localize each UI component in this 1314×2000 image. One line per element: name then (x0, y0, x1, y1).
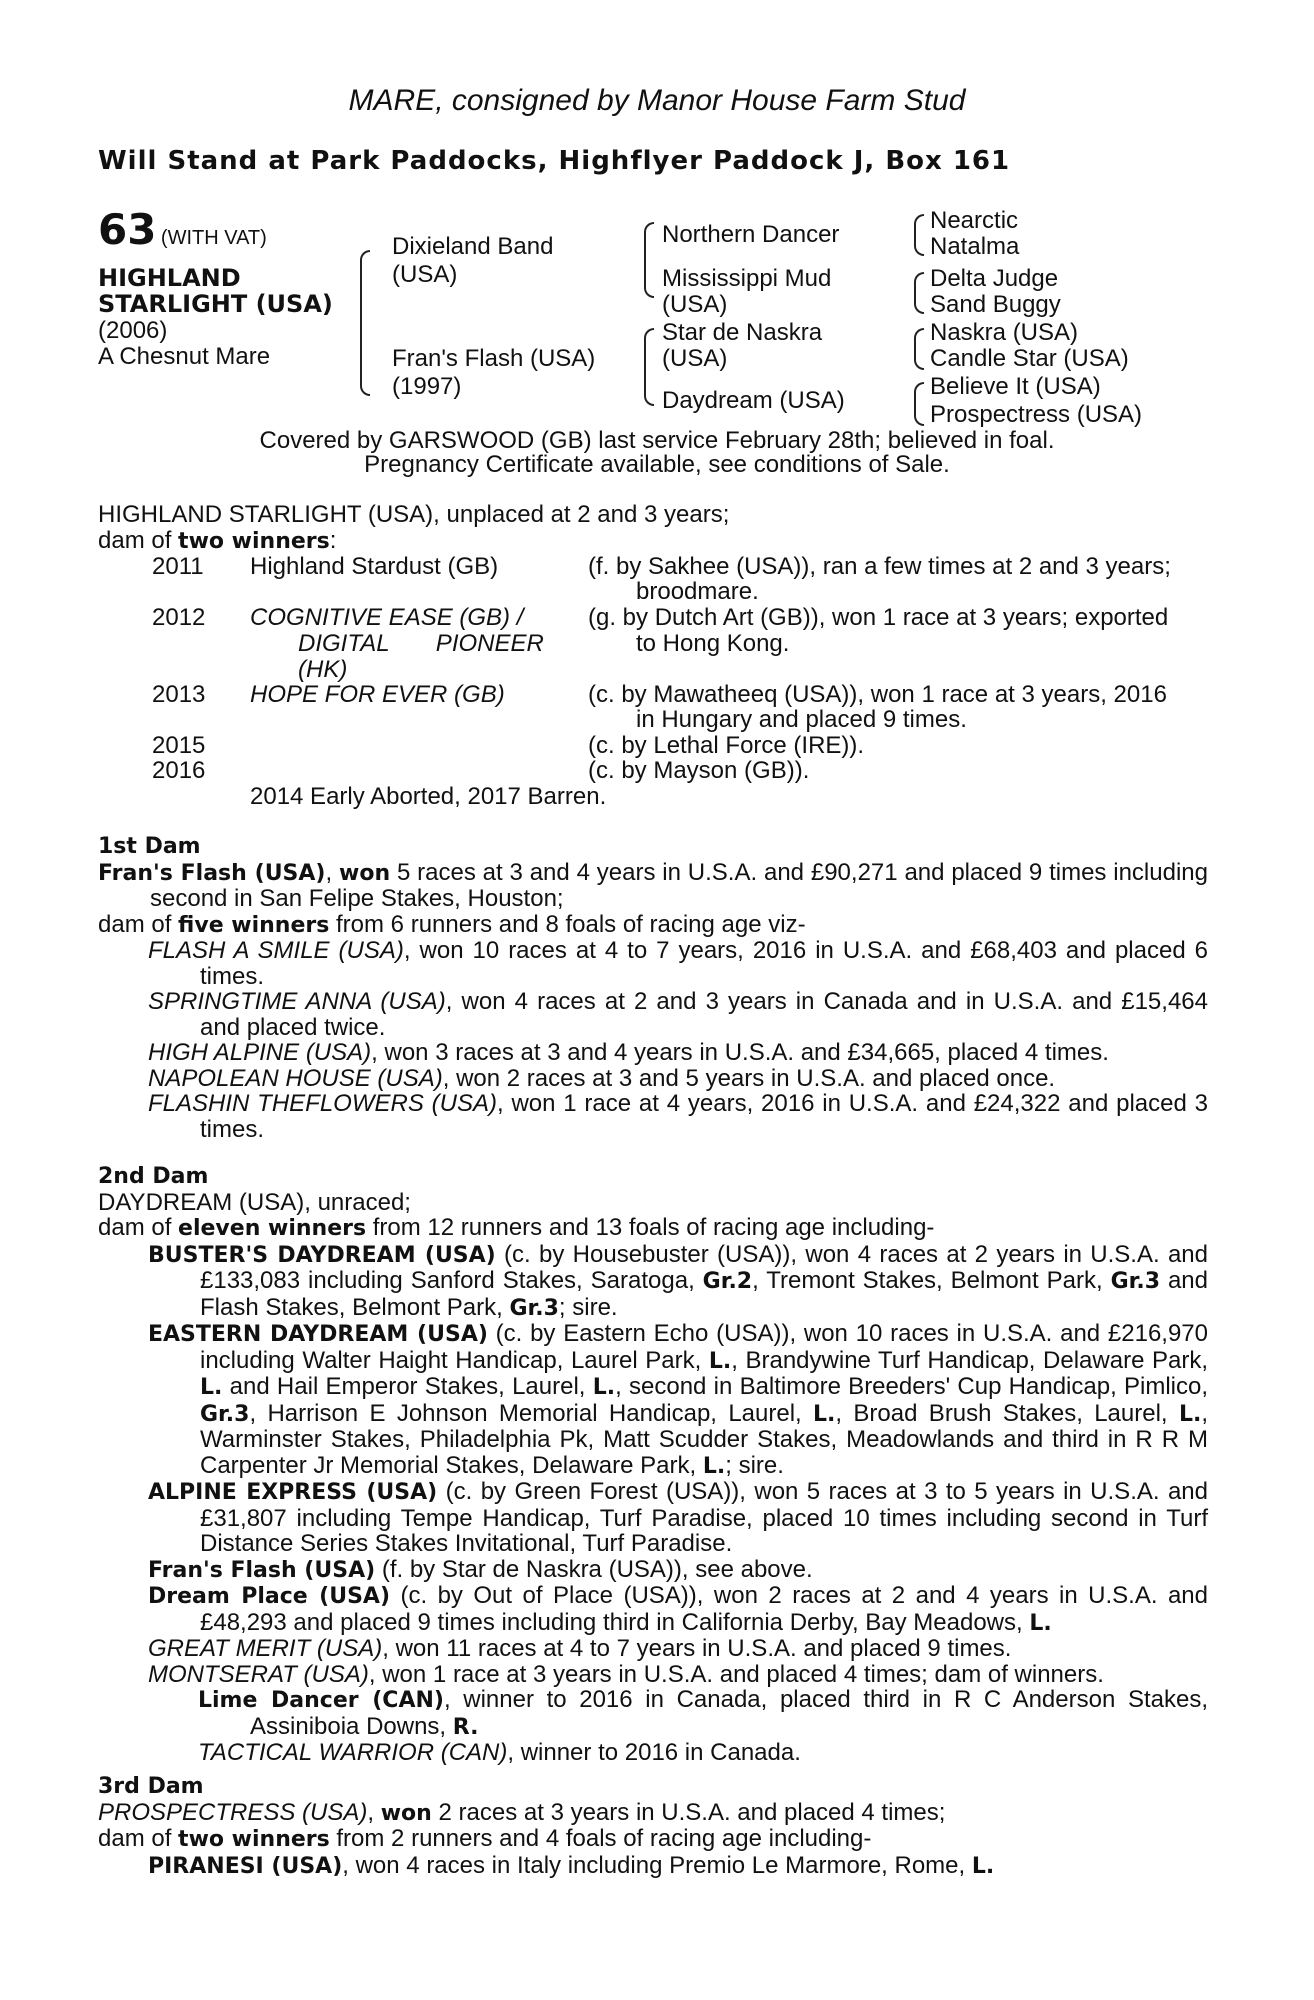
pedigree-bracket-g2 (914, 272, 924, 314)
second-dam-summary: DAYDREAM (USA), unraced; (98, 1188, 411, 1216)
third-dam-record: PROSPECTRESS (USA), won 2 races at 3 years in U.S.A. and placed 4 times; (98, 1798, 946, 1826)
produce-year: 2011 (152, 553, 204, 580)
progeny-entry: TACTICAL WARRIOR (CAN), winner to 2016 in Canada. (198, 1739, 801, 1766)
produce-note: 2014 Early Aborted, 2017 Barren. (250, 783, 607, 810)
progeny-entry: Dream Place (USA) (c. by Out of Place (USA)), won 2 races at 2 and 4 years in U.S.A. and £48,293 and placed 9 times including third in California Derby, Bay Meadows, L. (148, 1582, 1209, 1636)
progeny-entry: HIGH ALPINE (USA), won 3 races at 3 and 4 years in U.S.A. and £34,665, placed 4 times. (148, 1039, 1109, 1066)
pedigree-gg7: Believe It (USA) (930, 373, 1101, 400)
produce-name: (HK) (298, 656, 348, 683)
produce-year: 2012 (152, 604, 206, 631)
third-dam-dam-of: dam of two winners from 2 runners and 4 foals of racing age including- (98, 1825, 872, 1852)
produce-name: DIGITAL PIONEER (298, 630, 544, 657)
produce-year: 2016 (152, 757, 206, 784)
pedigree-gg8: Prospectress (USA) (930, 401, 1143, 428)
pedigree-sire-dam: Mississippi Mud (662, 265, 832, 292)
vat-label: (WITH VAT) (160, 227, 267, 249)
second-dam-dam-of: dam of eleven winners from 12 runners and 13 foals of racing age including- (98, 1214, 935, 1241)
pedigree-gg1: Nearctic (930, 207, 1019, 234)
covered-line: Covered by GARSWOOD (GB) last service February 28th; believed in foal. (259, 427, 1055, 454)
progeny-entry: SPRINGTIME ANNA (USA), won 4 races at 2 and 3 years in Canada and in U.S.A. and £15,464 and placed twice. (148, 988, 1208, 1041)
first-dam-record: Fran's Flash (USA), won 5 races at 3 and 4 years in U.S.A. and £90,271 and placed 9 times including second in San Felipe Stakes, Houston; (98, 858, 1208, 912)
progeny-entry: FLASHIN THEFLOWERS (USA), won 1 race at 4 years, 2016 in U.S.A. and £24,322 and placed 3 times. (148, 1090, 1208, 1143)
pedigree-dam-dam: Daydream (USA) (662, 387, 845, 414)
produce-detail: (c. by Mawatheeq (USA)), won 1 race at 3 years, 2016 (588, 681, 1167, 708)
pregnancy-line: Pregnancy Certificate available, see conditions of Sale. (364, 451, 950, 478)
first-dam-section (98, 834, 1208, 1142)
produce-detail: (f. by Sakhee (USA)), ran a few times at 2 and 3 years; (588, 553, 1171, 580)
horse-name-line1: HIGHLAND (98, 264, 241, 292)
pedigree-dam-sire: Star de Naskra (662, 319, 823, 346)
pedigree-bracket-sire (644, 222, 654, 298)
section-heading: 2nd Dam (98, 1164, 209, 1189)
pedigree-bracket-g1 (914, 214, 924, 256)
produce-detail: (g. by Dutch Art (GB)), won 1 race at 3 years; exported (588, 604, 1169, 631)
produce-detail: (c. by Lethal Force (IRE)). (588, 732, 865, 759)
first-dam-dam-of: dam of five winners from 6 runners and 8 foals of racing age viz- (98, 910, 806, 938)
produce-detail: to Hong Kong. (636, 630, 790, 657)
produce-detail: broodmare. (636, 578, 759, 605)
pedigree-dam: Fran's Flash (USA) (392, 345, 596, 372)
pedigree-sire-country: (USA) (392, 261, 458, 288)
pedigree-bracket-g4 (914, 382, 924, 426)
pedigree-sire-dam-country: (USA) (662, 291, 728, 318)
pedigree-sire-sire: Northern Dancer (662, 221, 840, 248)
mare-dam-of: dam of two winners: (98, 527, 337, 554)
produce-year: 2013 (152, 681, 206, 708)
pedigree-gg4: Sand Buggy (930, 291, 1061, 318)
progeny-entry: MONTSERAT (USA), won 1 race at 3 years in U.S.A. and placed 4 times; dam of winners. (148, 1660, 1104, 1688)
pedigree-bracket-g3 (914, 328, 924, 370)
pedigree-bracket-main (360, 250, 370, 396)
progeny-entry: Lime Dancer (CAN), winner to 2016 in Canada, placed third in R C Anderson Stakes, Assiniboia Downs, R. (198, 1686, 1208, 1740)
progeny-entry: PIRANESI (USA), won 4 races in Italy including Premio Le Marmore, Rome, L. (148, 1851, 995, 1879)
pedigree-gg2: Natalma (930, 233, 1020, 260)
horse-year: (2006) (98, 317, 168, 344)
mare-summary: HIGHLAND STARLIGHT (USA), unplaced at 2 and 3 years; (98, 501, 730, 528)
produce-detail: (c. by Mayson (GB)). (588, 757, 810, 784)
produce-name: HOPE FOR EVER (GB) (250, 681, 505, 708)
progeny-entry: Fran's Flash (USA) (f. by Star de Naskra (USA)), see above. (148, 1555, 813, 1583)
pedigree-gg5: Naskra (USA) (930, 319, 1079, 346)
pedigree-sire: Dixieland Band (392, 233, 554, 260)
pedigree-bracket-dam (644, 328, 654, 406)
pedigree-dam-sire-country: (USA) (662, 345, 728, 372)
section-heading: 3rd Dam (98, 1774, 204, 1799)
pedigree-gg6: Candle Star (USA) (930, 345, 1129, 372)
produce-year: 2015 (152, 732, 206, 759)
lot-number-block (98, 205, 267, 254)
progeny-entry: FLASH A SMILE (USA), won 10 races at 4 to 7 years, 2016 in U.S.A. and £68,403 and placed 6 times. (148, 937, 1208, 990)
progeny-entry: BUSTER'S DAYDREAM (USA) (c. by Housebuster (USA)), won 4 races at 2 years in U.S.A. and £133,083 including Sanford Stakes, Saratoga, Gr.2, Tremont Stakes, Belmont Park, Gr.3 and Flash Stakes, Belmont Park, Gr.3; sire. (148, 1240, 1209, 1321)
horse-name-line2: STARLIGHT (USA) (98, 290, 333, 318)
stand-location: Will Stand at Park Paddocks, Highflyer Paddock J, Box 161 (98, 146, 1011, 176)
section-heading: 1st Dam (98, 834, 201, 859)
pedigree-gg3: Delta Judge (930, 265, 1059, 292)
produce-name: Highland Stardust (GB) (250, 553, 499, 580)
produce-name: COGNITIVE EASE (GB) / (250, 604, 524, 631)
page-title: MARE, consigned by Manor House Farm Stud (348, 84, 966, 117)
progeny-entry: NAPOLEAN HOUSE (USA), won 2 races at 3 and 5 years in U.S.A. and placed once. (148, 1064, 1056, 1092)
lot-number: 63 (98, 205, 157, 254)
progeny-entry: ALPINE EXPRESS (USA) (c. by Green Forest (USA)), won 5 races at 3 to 5 years in U.S.A. and £31,807 including Tempe Handicap, Turf Paradise, placed 10 times including second in Turf Distance Series Stakes Invitational, Turf Paradise. (148, 1478, 1208, 1557)
progeny-entry: EASTERN DAYDREAM (USA) (c. by Eastern Echo (USA)), won 10 races in U.S.A. and £216,970 including Walter Haight Handicap, Laurel Park, L., Brandywine Turf Handicap, Delaware Park, L. and Hail Emperor Stakes, Laurel, L., second in Baltimore Breeders' Cup Handicap, Pimlico, Gr.3, Harrison E Johnson Memorial Handicap, Laurel, L., Broad Brush Stakes, Laurel, L., Warminster Stakes, Philadelphia Pk, Matt Scudder Stakes, Meadowlands and third in R R M Carpenter Jr Memorial Stakes, Delaware Park, L.; sire. (148, 1320, 1209, 1479)
second-dam-section (98, 1164, 1208, 1766)
pedigree-dam-year: (1997) (392, 373, 462, 400)
produce-detail: in Hungary and placed 9 times. (636, 706, 967, 733)
third-dam-section (98, 1774, 1208, 1879)
progeny-entry: GREAT MERIT (USA), won 11 races at 4 to 7 years in U.S.A. and placed 9 times. (148, 1635, 1012, 1662)
horse-description: A Chesnut Mare (98, 343, 271, 370)
